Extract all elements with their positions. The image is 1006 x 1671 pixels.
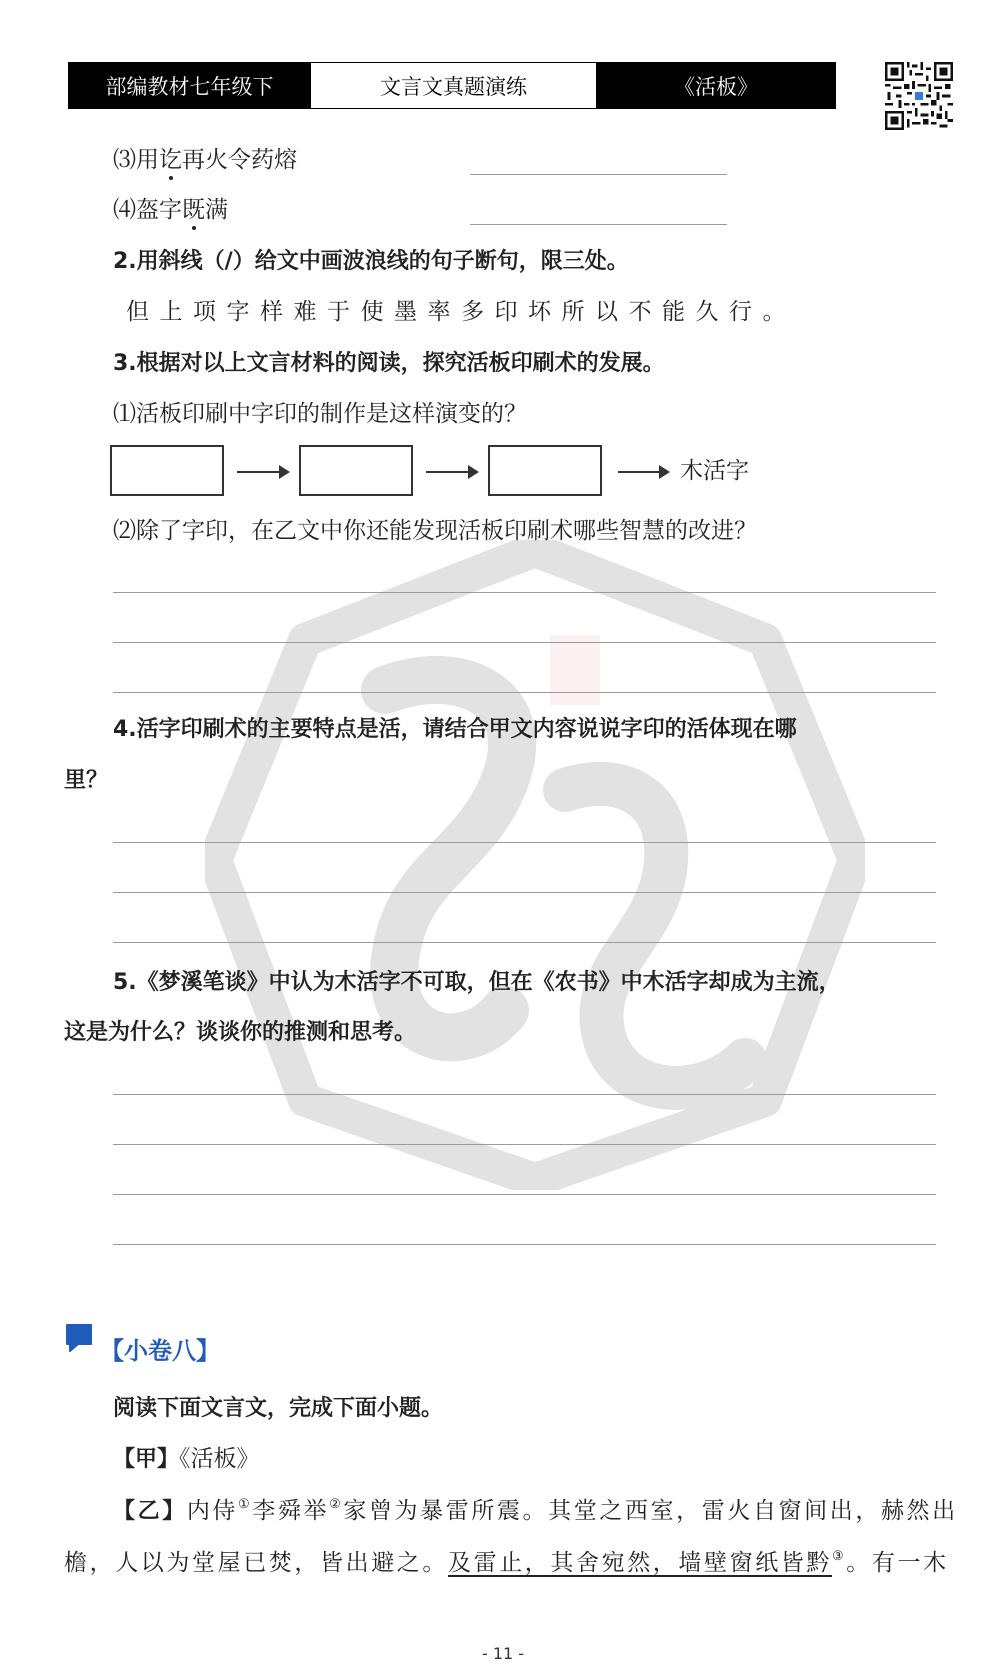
yi-note-1[interactable]: ① — [238, 1497, 253, 1512]
yi-note-3[interactable]: ③ — [832, 1549, 847, 1564]
yi-text-3: 家曾为暴雷所震。其堂之西室，雷火自窗间出，赫然出 — [343, 1498, 958, 1524]
section-jia — [113, 1448, 260, 1471]
q4-answer-line-3[interactable] — [113, 942, 936, 943]
yi-underlined-text: 及雷止，其舍宛然，墙壁窗纸皆黔 — [448, 1550, 832, 1576]
q4-question-line1: 4.活字印刷术的主要特点是活，请结合甲文内容说说字印的活体现在哪 — [113, 717, 797, 742]
q5-question-line2: 这是为什么？谈谈你的推测和思考。 — [64, 1020, 417, 1045]
q1-item4-keyword: 既 — [182, 197, 205, 223]
yi-text-4: 檐，人以为堂屋已焚，皆出避之。 — [64, 1550, 448, 1576]
q3-sub2: ⑵除了字印，在乙文中你还能发现活板印刷术哪些智慧的改进？ — [113, 518, 757, 544]
header-lesson: 《活板》 — [597, 63, 835, 108]
yi-text-2: 李舜举 — [252, 1498, 330, 1524]
q5-question-line1: 5.《梦溪笔谈》中认为木活字不可取，但在《农书》中木活字却成为主流， — [113, 970, 841, 995]
q1-item3-pre: 用 — [136, 147, 159, 173]
q1-item-4 — [113, 199, 228, 222]
qr-code-icon — [885, 62, 953, 130]
q3-sub1: ⑴活板印刷中字印的制作是这样演变的？ — [113, 401, 527, 427]
q4-question-line2: 里？ — [64, 768, 109, 793]
flow-end-label: 木活字 — [680, 458, 749, 484]
q1-item3-post: 再火令药熔 — [182, 147, 297, 173]
q1-item4-pre: 盔字 — [136, 197, 182, 223]
q3-answer-line-1[interactable] — [113, 592, 936, 593]
page-number: - 11 - — [481, 1644, 525, 1663]
yi-tag: 【乙】 — [113, 1499, 187, 1524]
q4-answer-line-1[interactable] — [113, 842, 936, 843]
yi-note-2[interactable]: ② — [329, 1497, 344, 1512]
jia-text: 《活板》 — [179, 1446, 260, 1472]
flow-arrow-3-icon — [618, 471, 668, 473]
q1-item3-answer-line[interactable] — [470, 174, 727, 175]
speech-bubble-icon — [64, 1322, 94, 1352]
yi-line-1 — [113, 1497, 958, 1524]
q2-sentence: 但上项字样难于使墨率多印坏所以不能久行。 — [126, 299, 796, 325]
watermark-seal-icon — [205, 540, 865, 1190]
q2-question: 2.用斜线（/）给文中画波浪线的句子断句，限三处。 — [113, 249, 629, 274]
jia-tag: 【甲】 — [113, 1447, 180, 1472]
section-instruction: 阅读下面文言文，完成下面小题。 — [113, 1396, 444, 1421]
q3-question: 3.根据对以上文言材料的阅读，探究活板印刷术的发展。 — [113, 351, 665, 376]
flow-arrow-1-icon — [237, 471, 288, 473]
q3-answer-line-3[interactable] — [113, 692, 936, 693]
q5-answer-line-1[interactable] — [113, 1094, 936, 1095]
flow-arrow-2-icon — [426, 471, 477, 473]
header-title: 文言文真题演练 — [310, 63, 597, 108]
q3-answer-line-2[interactable] — [113, 642, 936, 643]
flow-box-1[interactable] — [110, 445, 224, 496]
yi-text-1: 内侍 — [186, 1498, 239, 1524]
q1-item4-answer-line[interactable] — [470, 224, 727, 225]
yi-text-5: 。有一木 — [846, 1550, 949, 1576]
flow-box-2[interactable] — [299, 445, 413, 496]
page-header — [68, 62, 836, 109]
yi-line-2 — [64, 1549, 949, 1576]
q4-answer-line-2[interactable] — [113, 892, 936, 893]
q1-item4-number: ⑷ — [113, 197, 136, 223]
section-title: 【小卷八】 — [100, 1337, 220, 1365]
header-grade: 部编教材七年级下 — [69, 63, 310, 108]
q1-item-3 — [113, 149, 297, 172]
flow-box-3[interactable] — [488, 445, 602, 496]
q1-item3-number: ⑶ — [113, 147, 136, 173]
q1-item3-keyword: 讫 — [159, 147, 182, 173]
q5-answer-line-4[interactable] — [113, 1244, 936, 1245]
q5-answer-line-2[interactable] — [113, 1144, 936, 1145]
q1-item4-post: 满 — [205, 197, 228, 223]
q5-answer-line-3[interactable] — [113, 1194, 936, 1195]
